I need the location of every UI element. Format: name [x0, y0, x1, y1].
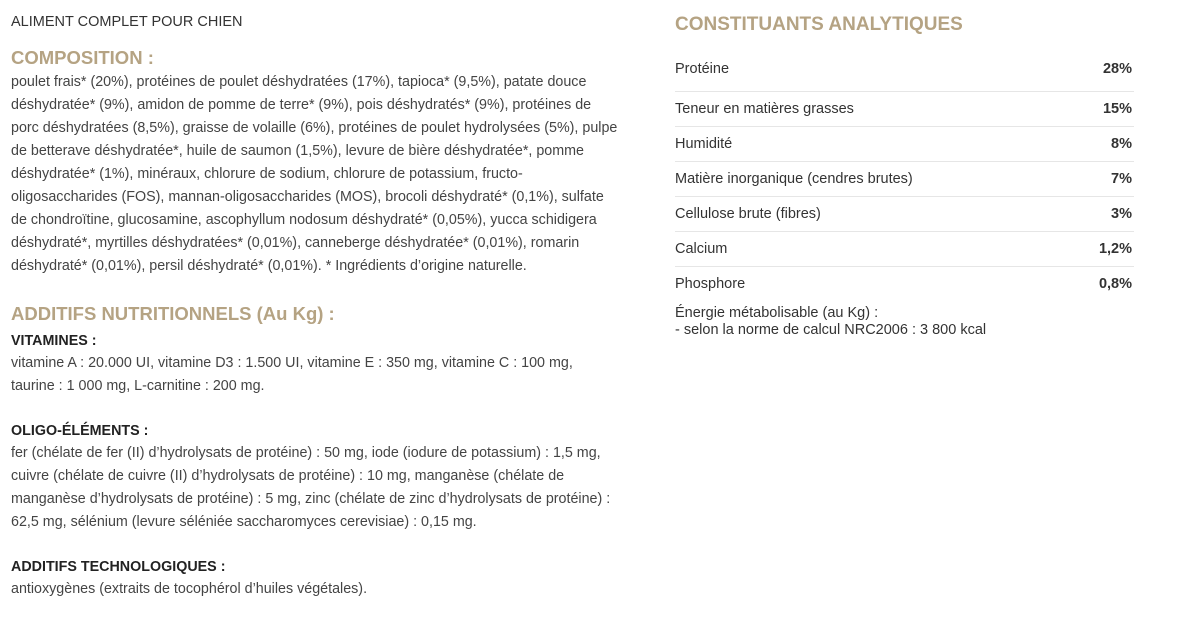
techno-title: ADDITIFS TECHNOLOGIQUES : [11, 559, 226, 575]
analytics-value: 7% [1111, 171, 1132, 187]
composition-heading: COMPOSITION : [11, 47, 154, 68]
analytics-label: Phosphore [675, 276, 746, 292]
composition-line: de betterave déshydratée*, huile de saumon (1,5%), levure de bière déshydratée*, pomme [11, 143, 585, 159]
techno-line: antioxygènes (extraits de tocophérol d’huiles végétales). [11, 581, 368, 597]
composition-line: déshydratée* (9%), amidon de pomme de terre* (9%), pois déshydratés* (9%), protéines de [11, 97, 592, 113]
composition-line: poulet frais* (20%), protéines de poulet déshydratées (17%), tapioca* (9,5%), patate douce [11, 74, 587, 90]
analytics-heading: CONSTITUANTS ANALYTIQUES [675, 14, 963, 35]
energy-title: Énergie métabolisable (au Kg) : [675, 305, 879, 321]
analytics-row [675, 197, 1134, 232]
vitamines-line: taurine : 1 000 mg, L-carnitine : 200 mg. [11, 378, 265, 394]
analytics-label: Cellulose brute (fibres) [675, 206, 821, 222]
analytics-row [675, 267, 1134, 301]
composition-line: déshydraté* (0,01%), persil déshydraté* (0,01%). * Ingrédients d’origine naturelle. [11, 258, 527, 274]
composition-line: déshydratée* (1%), minéraux, chlorure de sodium, chlorure de potassium, fructo- [11, 166, 523, 182]
analytics-value: 1,2% [1098, 241, 1132, 257]
composition-line: porc déshydratées (8,5%), graisse de volaille (6%), protéines de poulet hydrolysées (5%), pulpe [11, 120, 618, 136]
analytics-value: 15% [1102, 101, 1132, 117]
right-column [675, 12, 1135, 339]
analytics-value: 28% [1102, 61, 1132, 77]
oligo-text [11, 442, 661, 534]
composition-text [11, 71, 661, 278]
oligo-line: fer (chélate de fer (II) d’hydrolysats de protéine) : 50 mg, iode (iodure de potassium) : 1,5 mg, [11, 445, 601, 461]
analytics-row [675, 92, 1134, 127]
techno-text [11, 578, 661, 601]
oligo-line: cuivre (chélate de cuivre (II) d’hydrolysats de protéine) : 10 mg, manganèse (chélate de [11, 468, 565, 484]
vitamines-title: VITAMINES : [11, 333, 97, 349]
composition-line: de chondroïtine, glucosamine, ascophyllum nodosum déshydraté* (0,05%), yucca schidigera [11, 212, 597, 228]
composition-line: oligosaccharides (FOS), mannan-oligosaccharides (MOS), brocoli déshydraté* (0,1%), sulfate [11, 189, 604, 205]
analytics-label: Calcium [675, 241, 728, 257]
analytics-value: 0,8% [1098, 276, 1132, 292]
analytics-row [675, 61, 1134, 92]
analytics-value: 8% [1111, 136, 1132, 152]
analytics-row [675, 162, 1134, 197]
oligo-title: OLIGO-ÉLÉMENTS : [11, 423, 149, 439]
product-type: ALIMENT COMPLET POUR CHIEN [11, 14, 243, 30]
vitamines-text [11, 352, 661, 398]
analytics-label: Matière inorganique (cendres brutes) [675, 171, 913, 187]
analytics-label: Humidité [675, 136, 733, 152]
analytics-label: Teneur en matières grasses [675, 101, 854, 117]
composition-line: déshydraté*, myrtilles déshydratées* (0,01%), canneberge déshydratée* (0,01%), romarin [11, 235, 580, 251]
vitamines-line: vitamine A : 20.000 UI, vitamine D3 : 1.500 UI, vitamine E : 350 mg, vitamine C : 100 mg, [11, 355, 573, 371]
analytics-row [675, 232, 1134, 267]
analytics-table [675, 61, 1134, 301]
energy-value: - selon la norme de calcul NRC2006 : 3 800 kcal [675, 322, 987, 338]
left-column [11, 12, 661, 601]
additifs-heading: ADDITIFS NUTRITIONNELS (Au Kg) : [11, 303, 335, 324]
oligo-line: 62,5 mg, sélénium (levure séléniée saccharomyces cerevisiae) : 0,15 mg. [11, 514, 477, 530]
energy-block [675, 305, 1135, 339]
oligo-line: manganèse d’hydrolysats de protéine) : 5 mg, zinc (chélate de zinc d’hydrolysats de protéine) : [11, 491, 611, 507]
analytics-value: 3% [1111, 206, 1132, 222]
analytics-row [675, 127, 1134, 162]
analytics-label: Protéine [675, 61, 730, 77]
